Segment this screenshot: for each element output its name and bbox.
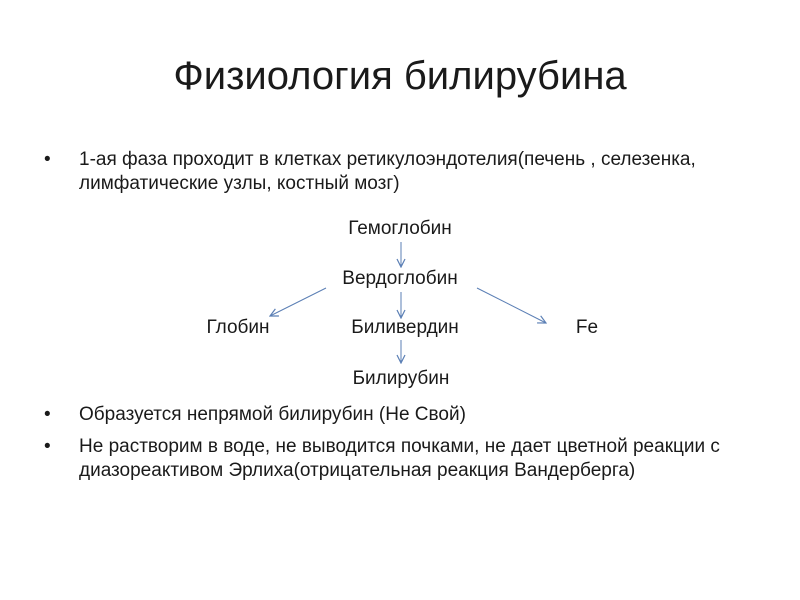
slide-title: Физиология билирубина	[173, 54, 627, 98]
scheme-node-biliverdin: Биливердин	[351, 317, 459, 338]
scheme-node-bilirubin: Билирубин	[352, 368, 450, 389]
bullet-item-phase: • 1-ая фаза проходит в клетках ретикулоэндотелия(печень , селезенка, лимфатические узлы, костный мозг)	[79, 148, 759, 196]
scheme-node-verdoglobin: Вердоглобин	[342, 268, 458, 289]
scheme-node-globin: Глобин	[206, 317, 270, 338]
bullet-item-properties: • Не растворим в воде, не выводится почками, не дает цветной реакции с диазореактивом Эрлиха(отрицательная реакция Вандерберга)	[79, 435, 759, 483]
arrow-verdoglobin-to-globin	[270, 288, 326, 316]
arrow-verdoglobin-to-fe	[477, 288, 546, 323]
scheme-node-hemoglobin: Гемоглобин	[348, 218, 452, 239]
bullet-item-indirect-bilirubin: • Образуется непрямой билирубин (Не Свой)	[79, 403, 759, 427]
scheme-node-fe: Fe	[575, 317, 599, 338]
